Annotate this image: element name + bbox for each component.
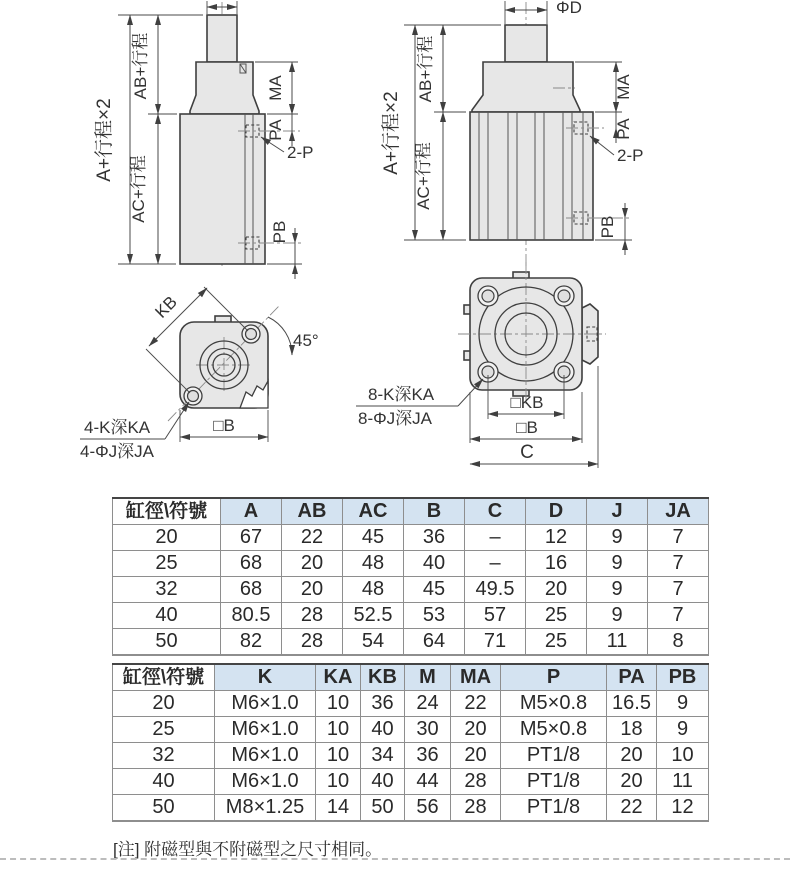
- piston-rod: [207, 15, 237, 62]
- table-cell: 44: [405, 769, 451, 795]
- table-cell: 25: [113, 717, 215, 743]
- table-cell: M5×0.8: [501, 691, 607, 717]
- corner-header-cell: 缸徑\符號: [113, 498, 221, 525]
- table-row: [113, 691, 709, 717]
- table-cell: 20: [607, 743, 657, 769]
- table-cell: 32: [113, 577, 221, 603]
- table-cell: 14: [316, 795, 361, 822]
- table-cell: 7: [648, 603, 709, 629]
- table-cell: PT1/8: [501, 795, 607, 822]
- table-cell: 48: [343, 551, 404, 577]
- table-cell: 20: [282, 577, 343, 603]
- table-cell: 36: [404, 525, 465, 551]
- table-cell: 16: [526, 551, 587, 577]
- dim-label-angle: 45°: [293, 331, 319, 350]
- table-cell: PT1/8: [501, 743, 607, 769]
- dim-label-square-b: □B: [516, 418, 538, 437]
- column-header-cell: AC: [343, 498, 404, 525]
- table-cell: 50: [113, 629, 221, 656]
- column-header-cell: KA: [316, 664, 361, 691]
- table-cell: 57: [465, 603, 526, 629]
- table-cell: 67: [221, 525, 282, 551]
- table-cell: 12: [657, 795, 709, 822]
- table-cell: 82: [221, 629, 282, 656]
- dim-label-square-kb: □KB: [510, 393, 544, 412]
- table-cell: 25: [526, 629, 587, 656]
- table-cell: 34: [361, 743, 405, 769]
- table-cell: 53: [404, 603, 465, 629]
- table-row: [113, 577, 709, 603]
- table-row: [113, 717, 709, 743]
- table-cell: 20: [113, 691, 215, 717]
- table-cell: 56: [405, 795, 451, 822]
- callout-8-holes-j: 8-ΦJ深JA: [358, 409, 433, 428]
- table-cell: M5×0.8: [501, 717, 607, 743]
- dim-label-total-stroke: A+行程×2: [94, 98, 115, 182]
- table-cell: 9: [587, 577, 648, 603]
- table-cell: 16.5: [607, 691, 657, 717]
- table-cell: 28: [451, 769, 501, 795]
- table-cell: 9: [657, 717, 709, 743]
- table-cell: 40: [404, 551, 465, 577]
- column-header-cell: A: [221, 498, 282, 525]
- footnote: [注] 附磁型與不附磁型之尺寸相同。: [113, 840, 383, 859]
- table-cell: 10: [657, 743, 709, 769]
- dim-label-ma: MA: [614, 74, 633, 100]
- table-cell: 50: [113, 795, 215, 822]
- table-cell: 7: [648, 551, 709, 577]
- table-cell: M6×1.0: [215, 743, 316, 769]
- table-cell: 11: [587, 629, 648, 656]
- table-cell: 22: [607, 795, 657, 822]
- dim-label-pb: PB: [598, 215, 617, 239]
- dim-label-c: C: [520, 442, 534, 463]
- column-header-cell: PA: [607, 664, 657, 691]
- table-cell: 40: [361, 769, 405, 795]
- table-row: [113, 769, 709, 795]
- dimension-table-thread: [112, 663, 709, 822]
- column-header-cell: D: [526, 498, 587, 525]
- table-cell: 10: [316, 769, 361, 795]
- dim-label-ab-stroke: AB+行程: [416, 35, 435, 103]
- table-cell: 22: [451, 691, 501, 717]
- corner-header-cell: 缸徑\符號: [113, 664, 215, 691]
- table-cell: 10: [316, 691, 361, 717]
- table-cell: 28: [282, 603, 343, 629]
- table-cell: 49.5: [465, 577, 526, 603]
- column-header-cell: MA: [451, 664, 501, 691]
- table-cell: 40: [361, 717, 405, 743]
- table-cell: 64: [404, 629, 465, 656]
- table-cell: 24: [405, 691, 451, 717]
- table-row: [113, 743, 709, 769]
- table-cell: 68: [221, 551, 282, 577]
- table-row: [113, 551, 709, 577]
- table-cell: 20: [451, 743, 501, 769]
- table-cell: 20: [526, 577, 587, 603]
- table-row: [113, 603, 709, 629]
- table-cell: M6×1.0: [215, 769, 316, 795]
- header-row: [113, 664, 709, 691]
- table-cell: 36: [361, 691, 405, 717]
- table-cell: 45: [343, 525, 404, 551]
- table-cell: 9: [587, 551, 648, 577]
- rod-collar: [190, 62, 259, 114]
- table-cell: 22: [282, 525, 343, 551]
- dim-label-phi-d: ΦD: [556, 0, 582, 17]
- piston-rod: [505, 25, 547, 62]
- table-cell: 25: [113, 551, 221, 577]
- rod-collar: [472, 62, 580, 112]
- side-view-magnet: [380, 0, 643, 268]
- table-cell: M6×1.0: [215, 717, 316, 743]
- table-cell: M8×1.25: [215, 795, 316, 822]
- table-cell: 10: [316, 743, 361, 769]
- table-cell: 50: [361, 795, 405, 822]
- column-header-cell: M: [405, 664, 451, 691]
- column-header-cell: PB: [657, 664, 709, 691]
- table-cell: M6×1.0: [215, 691, 316, 717]
- column-header-cell: P: [501, 664, 607, 691]
- table-cell: 7: [648, 577, 709, 603]
- table-cell: 28: [451, 795, 501, 822]
- column-header-cell: B: [404, 498, 465, 525]
- table-cell: 20: [451, 717, 501, 743]
- callout-4-holes-k: 4-K深KA: [84, 418, 151, 437]
- column-header-cell: C: [465, 498, 526, 525]
- table-cell: 10: [316, 717, 361, 743]
- table-cell: 9: [587, 603, 648, 629]
- dimension-table-basic: [112, 497, 709, 656]
- bottom-view-8hole: [356, 262, 606, 468]
- table-cell: 18: [607, 717, 657, 743]
- bottom-view-4hole: [80, 287, 319, 461]
- dim-label-kb: KB: [151, 292, 181, 322]
- table-cell: 20: [282, 551, 343, 577]
- column-header-cell: AB: [282, 498, 343, 525]
- callout-4-holes-j: 4-ΦJ深JA: [80, 442, 155, 461]
- table-cell: 45: [404, 577, 465, 603]
- dim-label-ports: 2-P: [287, 143, 314, 162]
- table-cell: 80.5: [221, 603, 282, 629]
- dim-label-ma: MA: [266, 75, 285, 101]
- table-cell: 7: [648, 525, 709, 551]
- dim-label-pa: PA: [614, 118, 633, 140]
- side-view-basic: [93, 1, 313, 279]
- table-cell: PT1/8: [501, 769, 607, 795]
- table-cell: 40: [113, 603, 221, 629]
- table-cell: –: [465, 525, 526, 551]
- dim-label-square-b: □B: [213, 416, 235, 435]
- table-cell: 68: [221, 577, 282, 603]
- table-cell: 28: [282, 629, 343, 656]
- dim-label-total-stroke: A+行程×2: [381, 91, 402, 175]
- header-row: [113, 498, 709, 525]
- column-header-cell: JA: [648, 498, 709, 525]
- dim-label-ac-stroke: AC+行程: [414, 142, 433, 210]
- dim-label-ports: 2-P: [617, 146, 644, 165]
- table-cell: 9: [657, 691, 709, 717]
- column-header-cell: J: [587, 498, 648, 525]
- table-cell: 36: [405, 743, 451, 769]
- dim-label-pa: PA: [266, 119, 285, 141]
- table-cell: 12: [526, 525, 587, 551]
- column-header-cell: K: [215, 664, 316, 691]
- dim-label-ab-stroke: AB+行程: [131, 32, 150, 100]
- table-cell: 11: [657, 769, 709, 795]
- dim-label-ac-stroke: AC+行程: [129, 155, 148, 223]
- table-cell: 54: [343, 629, 404, 656]
- callout-8-holes-k: 8-K深KA: [368, 385, 435, 404]
- table-cell: 20: [113, 525, 221, 551]
- column-header-cell: KB: [361, 664, 405, 691]
- table-row: [113, 629, 709, 656]
- table-cell: –: [465, 551, 526, 577]
- table-cell: 32: [113, 743, 215, 769]
- table-cell: 9: [587, 525, 648, 551]
- table-cell: 71: [465, 629, 526, 656]
- table-cell: 30: [405, 717, 451, 743]
- page-separator: [0, 858, 790, 860]
- table-row: [113, 795, 709, 822]
- table-row: [113, 525, 709, 551]
- table-cell: 52.5: [343, 603, 404, 629]
- dim-label-pb: PB: [270, 220, 289, 244]
- table-cell: 48: [343, 577, 404, 603]
- table-cell: 20: [607, 769, 657, 795]
- table-cell: 25: [526, 603, 587, 629]
- table-cell: 40: [113, 769, 215, 795]
- table-cell: 8: [648, 629, 709, 656]
